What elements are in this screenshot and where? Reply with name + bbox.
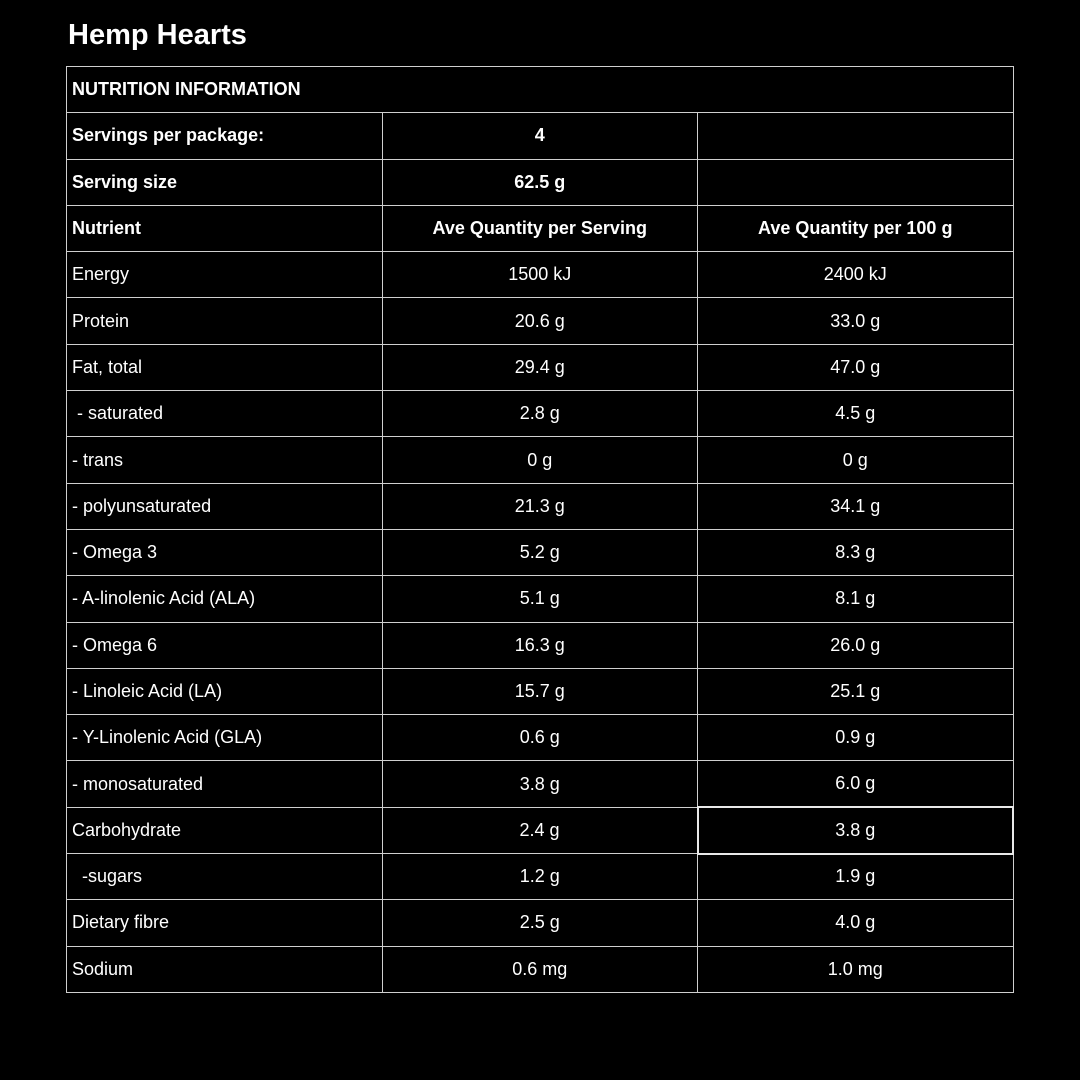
per-100g-cell: 33.0 g	[698, 298, 1014, 344]
table-row	[67, 900, 1014, 946]
nutrient-name-cell: - saturated	[67, 391, 383, 437]
table-row	[67, 761, 1014, 807]
table-row	[67, 854, 1014, 900]
servings-per-package-value: 4	[382, 113, 698, 159]
table-row	[67, 668, 1014, 714]
per-100g-cell: 0 g	[698, 437, 1014, 483]
per-100g-cell: 4.0 g	[698, 900, 1014, 946]
nutrient-name-cell: Sodium	[67, 946, 383, 992]
per-serving-cell: 1500 kJ	[382, 252, 698, 298]
per-serving-cell: 5.2 g	[382, 529, 698, 575]
table-heading: NUTRITION INFORMATION	[67, 67, 1014, 113]
nutrient-name-cell: - trans	[67, 437, 383, 483]
nutrient-name-cell: - A-linolenic Acid (ALA)	[67, 576, 383, 622]
per-serving-cell: 0 g	[382, 437, 698, 483]
servings-per-package-empty	[698, 113, 1014, 159]
nutrition-table	[66, 66, 1014, 993]
servings-per-package-row	[67, 113, 1014, 159]
table-row	[67, 483, 1014, 529]
per-serving-cell: 5.1 g	[382, 576, 698, 622]
per-100g-cell: 8.3 g	[698, 529, 1014, 575]
per-serving-cell: 29.4 g	[382, 344, 698, 390]
per-100g-cell: 0.9 g	[698, 715, 1014, 761]
table-row	[67, 715, 1014, 761]
nutrient-name-cell: Energy	[67, 252, 383, 298]
per-serving-cell: 2.8 g	[382, 391, 698, 437]
nutrient-name-cell: - Linoleic Acid (LA)	[67, 668, 383, 714]
table-row	[67, 298, 1014, 344]
nutrient-name-cell: - Omega 6	[67, 622, 383, 668]
nutrient-name-cell: Carbohydrate	[67, 807, 383, 853]
nutrient-name-cell: Dietary fibre	[67, 900, 383, 946]
nutrient-name-cell: -sugars	[67, 854, 383, 900]
per-100g-cell: 4.5 g	[698, 391, 1014, 437]
per-serving-cell: 21.3 g	[382, 483, 698, 529]
per-100g-cell: 1.0 mg	[698, 946, 1014, 992]
per-serving-cell: 0.6 mg	[382, 946, 698, 992]
per-100g-cell: 1.9 g	[698, 854, 1014, 900]
per-serving-cell: 1.2 g	[382, 854, 698, 900]
per-100g-cell: 6.0 g	[698, 761, 1014, 807]
column-header-per-100g: Ave Quantity per 100 g	[698, 205, 1014, 251]
per-100g-cell: 26.0 g	[698, 622, 1014, 668]
per-serving-cell: 15.7 g	[382, 668, 698, 714]
per-serving-cell: 0.6 g	[382, 715, 698, 761]
serving-size-row	[67, 159, 1014, 205]
table-row	[67, 252, 1014, 298]
nutrition-table-container	[66, 66, 1014, 993]
table-row	[67, 576, 1014, 622]
nutrient-name-cell: - polyunsaturated	[67, 483, 383, 529]
table-title-row	[67, 67, 1014, 113]
nutrient-name-cell: - monosaturated	[67, 761, 383, 807]
per-100g-cell: 3.8 g	[698, 807, 1014, 853]
per-100g-cell: 47.0 g	[698, 344, 1014, 390]
table-row	[67, 344, 1014, 390]
per-100g-cell: 25.1 g	[698, 668, 1014, 714]
page-title: Hemp Hearts	[68, 19, 247, 51]
per-serving-cell: 2.4 g	[382, 807, 698, 853]
table-row	[67, 391, 1014, 437]
serving-size-empty	[698, 159, 1014, 205]
table-row	[67, 807, 1014, 853]
serving-size-value: 62.5 g	[382, 159, 698, 205]
table-row	[67, 946, 1014, 992]
table-row	[67, 622, 1014, 668]
nutrient-name-cell: - Omega 3	[67, 529, 383, 575]
table-row	[67, 437, 1014, 483]
per-100g-cell: 8.1 g	[698, 576, 1014, 622]
column-header-nutrient: Nutrient	[67, 205, 383, 251]
column-header-row	[67, 205, 1014, 251]
table-row	[67, 529, 1014, 575]
per-serving-cell: 16.3 g	[382, 622, 698, 668]
servings-per-package-label: Servings per package:	[67, 113, 383, 159]
per-100g-cell: 34.1 g	[698, 483, 1014, 529]
per-serving-cell: 3.8 g	[382, 761, 698, 807]
serving-size-label: Serving size	[67, 159, 383, 205]
per-100g-cell: 2400 kJ	[698, 252, 1014, 298]
nutrient-name-cell: - Y-Linolenic Acid (GLA)	[67, 715, 383, 761]
nutrient-name-cell: Protein	[67, 298, 383, 344]
per-serving-cell: 20.6 g	[382, 298, 698, 344]
nutrient-name-cell: Fat, total	[67, 344, 383, 390]
per-serving-cell: 2.5 g	[382, 900, 698, 946]
column-header-per-serving: Ave Quantity per Serving	[382, 205, 698, 251]
